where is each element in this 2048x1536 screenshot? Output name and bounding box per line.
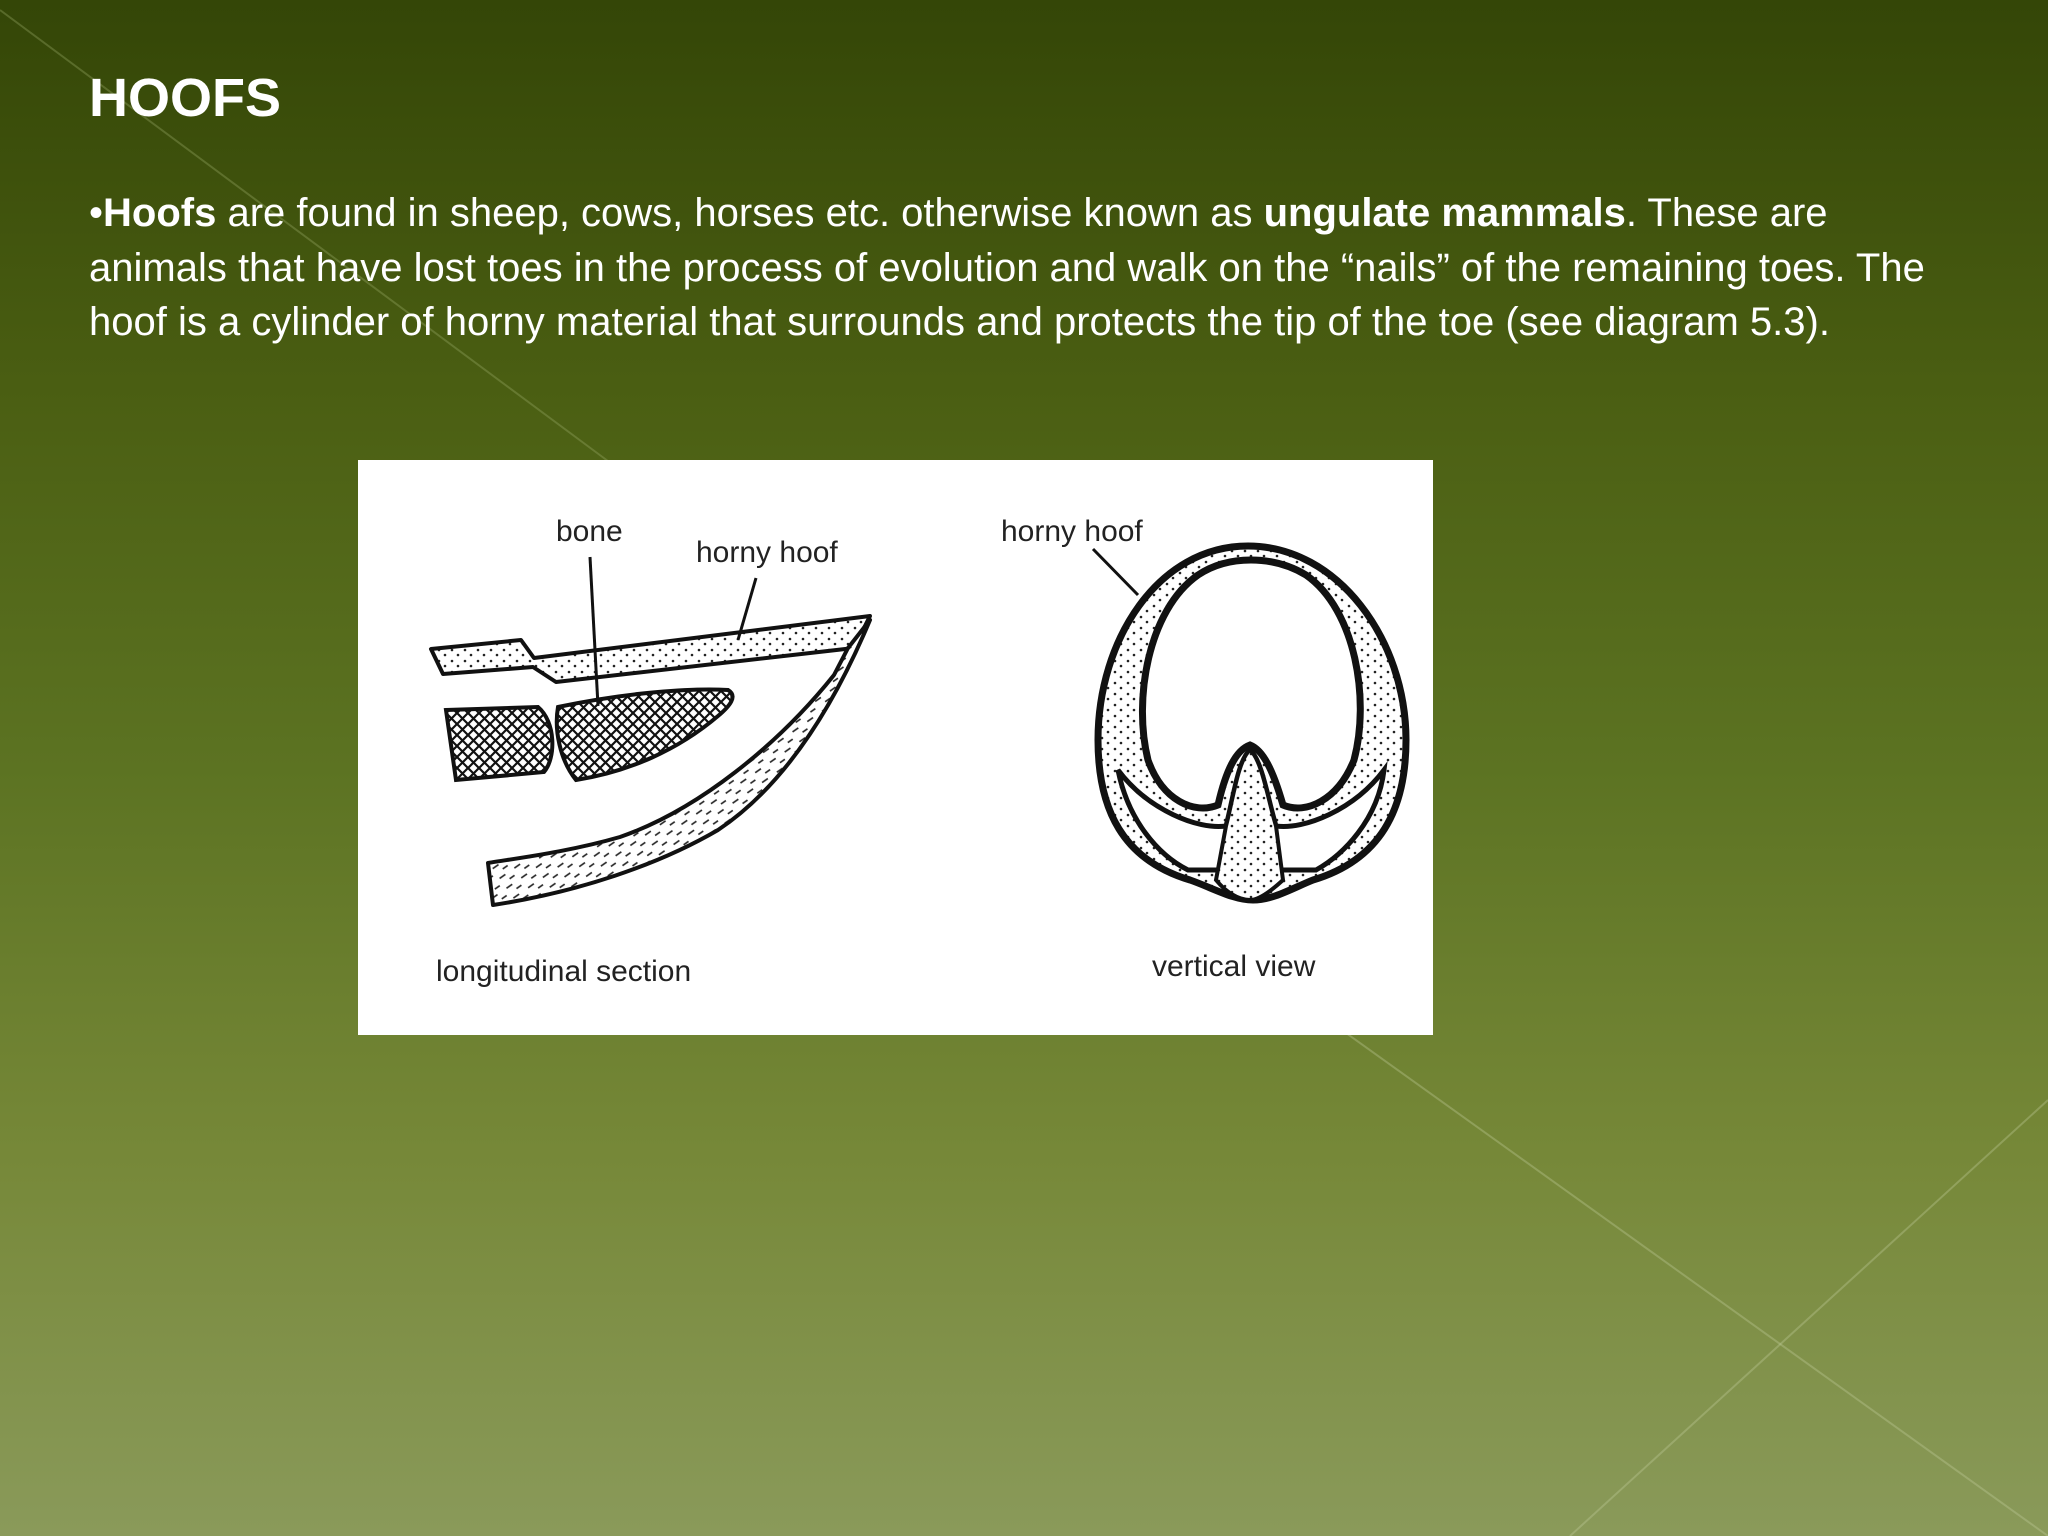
label-bone: bone (556, 515, 623, 548)
hoof-diagram-drawing (358, 460, 1433, 1035)
bullet: • (89, 191, 104, 235)
paragraph-text-2: . These are animals that have lost toes in the process of evolution and walk on the “nails” of the remaining toes. The hoof is a cylinder of horny material that surrounds and protects the tip of the toe (see diagram 5.3). (89, 191, 1925, 344)
vertical-view-drawing (1093, 546, 1406, 900)
label-horny-hoof-right: horny hoof (1001, 515, 1143, 548)
longitudinal-section-drawing (431, 557, 870, 905)
slide-title: HOOFS (89, 68, 282, 128)
label-horny-hoof-left: horny hoof (696, 536, 838, 569)
paragraph-text-1: are found in sheep, cows, horses etc. otherwise known as (216, 191, 1264, 235)
caption-longitudinal-section: longitudinal section (436, 955, 692, 988)
term-hoofs: Hoofs (103, 191, 217, 235)
caption-vertical-view: vertical view (1152, 950, 1316, 983)
term-ungulate-mammals: ungulate mammals (1263, 191, 1626, 235)
hoof-diagram (358, 460, 1433, 1035)
slide-paragraph (89, 186, 1969, 350)
